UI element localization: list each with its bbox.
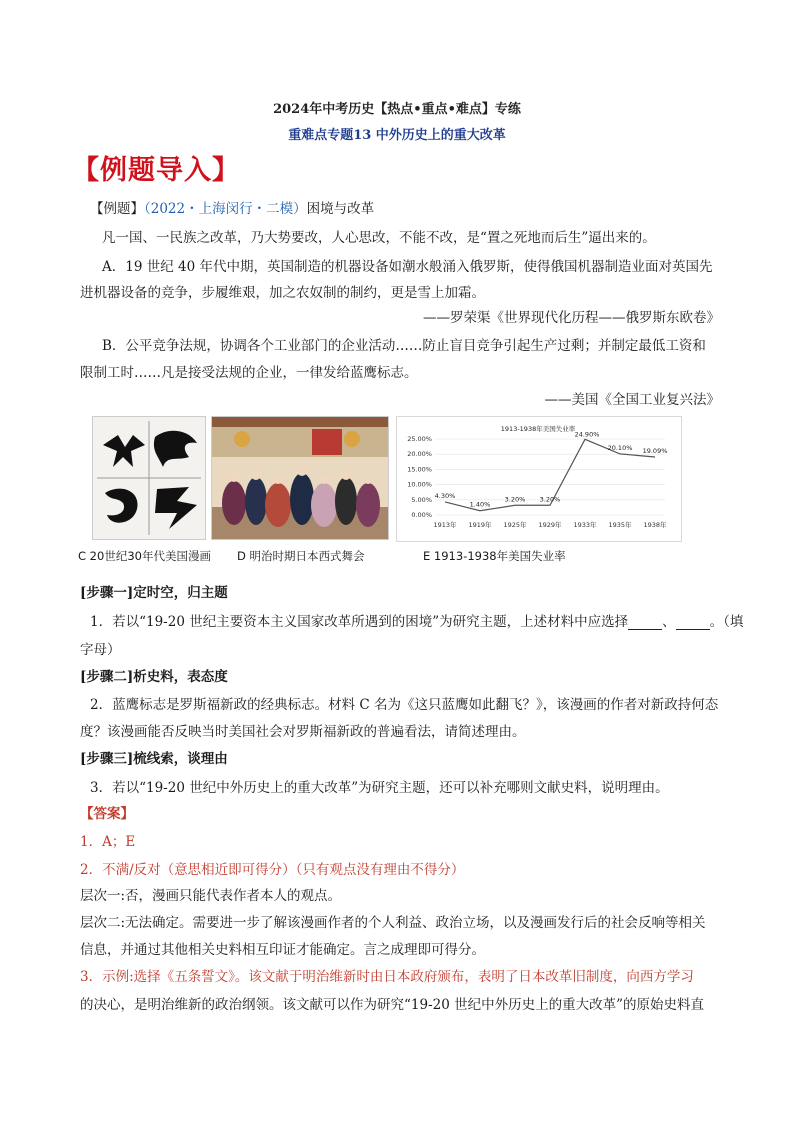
x-tick-label: 1935年 [608, 521, 632, 529]
answer-blank-1[interactable] [628, 617, 662, 630]
answer-3-line2: 的决心，是明治维新的政治纲领。该文献可以作为研究“19-20 世纪中外历史上的重大改革”的原始史料直 [80, 997, 705, 1013]
material-b-citation: ——美国《全国工业复兴法》 [544, 392, 720, 408]
x-tick-label: 1933年 [573, 521, 597, 529]
x-tick-label: 1929年 [538, 521, 562, 529]
answer-3-text-a: 3．示例:选择《五条誓文》。该文献于明治维新时由日本政府颁布，表明了日本改革旧制度，向西方学习 [80, 969, 694, 985]
data-label: 3.20% [504, 495, 526, 504]
y-tick-label: 20.00% [407, 450, 432, 459]
answer-3-line1 [80, 965, 720, 985]
y-tick-label: 15.00% [407, 465, 432, 474]
question-1-line1 [90, 610, 744, 630]
question-1-line2: 字母） [80, 642, 121, 658]
example-tag: 【例题】 [90, 201, 144, 217]
answer-2-level1: 层次一:否，漫画只能代表作者本人的观点。 [80, 888, 342, 904]
answer-1: 1．A；E [80, 834, 136, 850]
question-2-line2: 度？该漫画能否反映当时美国社会对罗斯福新政的普遍看法，请简述理由。 [80, 724, 526, 740]
question-1-text: 1．若以“19-20 世纪主要资本主义国家改革所遇到的困境”为研究主题，上述材料中应选择 [90, 614, 629, 630]
step3-title: [步骤三]梳线索，谈理由 [80, 751, 228, 767]
question-1-tail: 。（填 [709, 614, 744, 630]
y-tick-label: 10.00% [407, 480, 432, 489]
data-label: 24.90% [574, 430, 600, 439]
material-b-line2: 限制工时……凡是接受法规的企业，一律发给蓝鹰标志。 [80, 365, 418, 381]
data-label: 3.20% [539, 495, 561, 504]
material-a-line1: A．19 世纪 40 年代中期，英国制造的机器设备如潮水般涌入俄罗斯，使得俄国机器制造业面对英国先 [102, 259, 713, 275]
data-label: 20.10% [607, 443, 633, 452]
example-header-line [90, 197, 730, 217]
y-tick-label: 5.00% [411, 495, 432, 504]
y-tick-label: 0.00% [411, 511, 432, 519]
example-source: （2022・上海闵行・二模） [144, 201, 307, 217]
material-a-line2: 进机器设备的竞争，步履维艰，加之农奴制的制约，更是雪上加霜。 [80, 285, 485, 301]
section-heading: 【例题导入】 [72, 155, 240, 186]
answer-blank-2[interactable] [676, 617, 710, 630]
ballroom-scene-icon [212, 417, 388, 539]
chart-title: 1913-1938年美国失业率 [500, 425, 576, 433]
example-intro: 凡一国、一民族之改革，乃大势要改，人心思改，不能不改，是“置之死地而后生”逼出来的。 [102, 230, 656, 246]
material-a-citation: ——罗荣渠《世界现代化历程——俄罗斯东欧卷》 [423, 310, 720, 326]
question-1-sep: 、 [662, 614, 676, 630]
ballroom-painting [211, 416, 389, 540]
data-label: 19.09% [642, 446, 668, 455]
answer-2: 2．不满/反对（意思相近即可得分）（只有观点没有理由不得分） [80, 862, 465, 878]
eagle-cartoon-icon [93, 417, 205, 539]
chart-svg [397, 417, 679, 539]
example-topic: 困境与改革 [306, 201, 375, 217]
document-title: 2024年中考历史【热点•重点•难点】专练 [273, 102, 521, 117]
caption-c: C 20世纪30年代美国漫画 [78, 549, 211, 563]
y-tick-label: 25.00% [407, 435, 432, 443]
step1-title: [步骤一]定时空，归主题 [80, 585, 228, 601]
document-subtitle: 重难点专题13 中外历史上的重大改革 [288, 128, 506, 143]
answer-2-level2-line2: 信息，并通过其他相关史料相互印证才能确定。言之成理即可得分。 [80, 942, 485, 958]
question-3: 3．若以“19-20 世纪中外历史上的重大改革”为研究主题，还可以补充哪则文献史料，说明理由。 [90, 780, 669, 796]
answer-title: 【答案】 [80, 806, 134, 822]
caption-d: D 明治时期日本西式舞会 [237, 549, 365, 563]
unemployment-chart [396, 416, 682, 542]
material-b-line1: B．公平竞争法规，协调各个工业部门的企业活动……防止盲目竞争引起生产过剩；并制定最低工资和 [102, 338, 706, 354]
data-label: 1.40% [469, 500, 491, 509]
data-label: 4.30% [434, 491, 456, 500]
answer-2-level2-line1: 层次二:无法确定。需要进一步了解该漫画作者的个人利益、政治立场，以及漫画发行后的社会反响等相关 [80, 915, 706, 931]
question-2-line1: 2．蓝鹰标志是罗斯福新政的经典标志。材料 C 名为《这只蓝鹰如此翻飞？》，该漫画的作者对新政持何态 [90, 697, 719, 713]
x-tick-label: 1913年 [433, 521, 457, 529]
x-tick-label: 1938年 [643, 521, 667, 529]
step2-title: [步骤二]析史料，表态度 [80, 669, 228, 685]
x-tick-label: 1925年 [503, 521, 527, 529]
x-tick-label: 1919年 [468, 521, 492, 529]
cartoon-image [92, 416, 206, 540]
caption-e: E 1913-1938年美国失业率 [423, 549, 566, 563]
